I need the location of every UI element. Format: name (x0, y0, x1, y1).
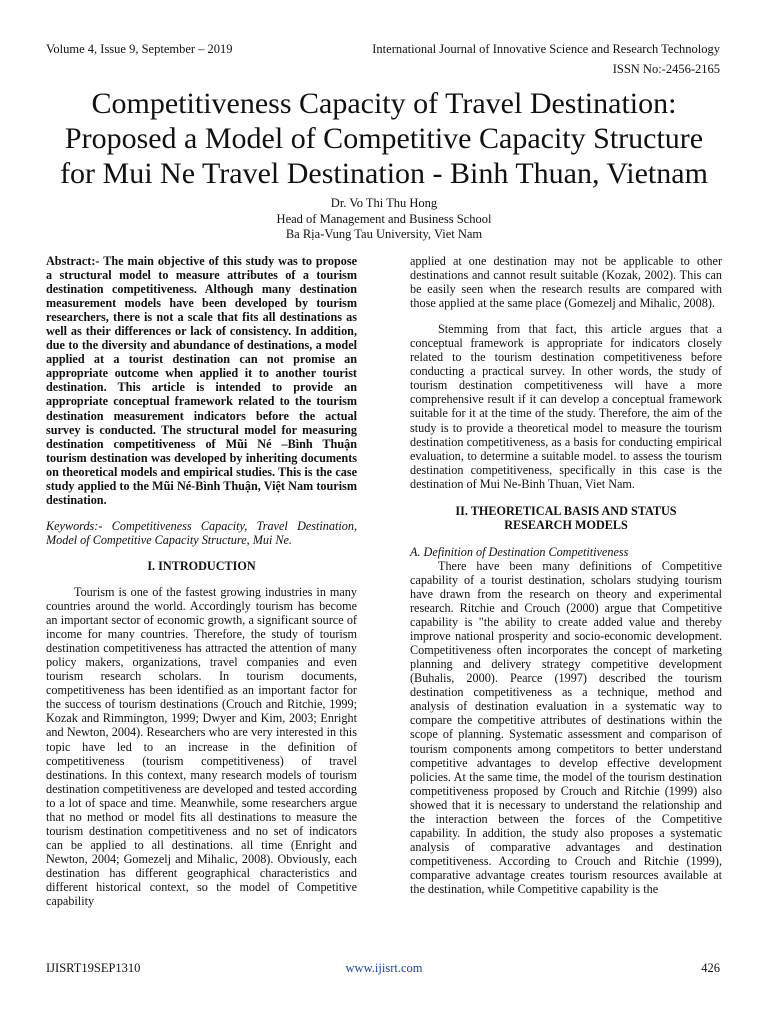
paper-title (30, 86, 738, 191)
left-column (46, 254, 357, 908)
introduction-paragraph: Tourism is one of the fastest growing industries in many countries around the world. Accordingly tourism has become an important sector of economic growth, a significant source of income for many countries. Therefore, the study of tourism destination competitiveness has attracted the attention of many policy makers, organizations, travel companies and even tourism research scholars. In tourism documents, competitiveness has been identified as an important factor for the success of tourism destinations (Crouch and Ritchie, 1999; Kozak and Rimmington, 1999; Dwyer and Kim, 2003; Enright and Newton, 2004). Researchers who are very interested in this topic have led to an increase in the definition of competitiveness (tourism competitiveness) of travel destinations. In this context, many research models of tourism destination competitiveness are developed and tested according to a lot of space and time. Meanwhile, some researchers argue that no method or model fits all destinations to measure the tourism destination competitiveness and no set of indicators can be applied to all destinations. all time (Enright and Newton, 2004; Gomezelj and Mihalic, 2008). Obviously, each destination has different geographical characteristics and different historical context, so the model of Competitive capability (46, 584, 357, 909)
section-heading-introduction: I. INTRODUCTION (147, 558, 256, 573)
page-number: 426 (701, 961, 720, 975)
definition-paragraph: There have been many definitions of Competitive capability of a tourist destination, scholars studying tourism have drawn from the research on theory and experimental research. Ritchie and Crouch (2000) argue that Competitive capability is "the ability to create added value and thereby improve national prosperity and socio-economic development. Competitiveness often incorporates the concept of marketing planning and delivery strategy competitive development (Buhalis, 2000). Pearce (1997) described the tourism destination competitiveness as a technique, method and analysis of destination evaluation in a systematic way to compare the competitive attributes of destinations within the scope of planning. Systematic assessment and comparison of tourism components among competitors to better understand competitive advantages to develop effective development policies. At the same time, the model of the tourism destination competitiveness proposed by Crouch and Ritchie (1999) also showed that it is necessary to understand the relationship and the interaction between the forces of the Competitive capability. In addition, the study also proposes a systematic analysis of comparative advantages and destination competitiveness. According to Crouch and Ritchie (1999), comparative advantage creates tourism resources available at the destination, while Competitive capability is the (410, 558, 722, 896)
continued-paragraph: applied at one destination may not be applicable to other destinations and cannot result suitable (Kozak, 2002). This can be easily seen when the research results are compared with those applied at the same place (Gomezelj and Mihalic, 2008). (410, 254, 722, 311)
subsection-heading: A. Definition of Destination Competitiveness (410, 544, 629, 559)
paragraph-aim: Stemming from that fact, this article argues that a conceptual framework is appropriate for indicators closely related to the tourism destination competitiveness before conducting a practical survey. In other words, the study of tourism destination competitiveness will have a more comprehensive result if it can develop a conceptual framework suitable for it at the time of the study. Therefore, the aim of the study is to provide a theoretical model to measure the tourism destination competitiveness, as a basis for conducting empirical evaluation, to determine a suitable model. to assess the tourism destination competitiveness, specifically in this case is the destination of Mui Ne-Binh Thuan, Viet Nam. (410, 322, 722, 491)
journal-url-link[interactable]: www.ijisrt.com (345, 961, 423, 975)
title-line-1: Competitiveness Capacity of Travel Destination: (91, 87, 677, 120)
author-name: Dr. Vo Thi Thu Hong (330, 196, 438, 210)
journal-name: International Journal of Innovative Science and Research Technology (372, 42, 720, 56)
issn: ISSN No:-2456-2165 (612, 62, 720, 76)
keywords: Keywords:- Competitiveness Capacity, Travel Destination, Model of Competitive Capacity Structure, Mui Ne. (46, 518, 357, 547)
paper-code: IJISRT19SEP1310 (46, 961, 141, 975)
abstract: Abstract:- The main objective of this study was to propose a structural model to measure attributes of a tourism destination competitiveness. Although many destination measurement models have been developed by tourism researchers, there is not a scale that fits all destinations as well as their differences or lack of consistency. In addition, due to the diversity and abundance of destinations, a model applied at a tourist destination can not promise an appropriate outcome when applied it to another tourist destination. This article is intended to provide an appropriate conceptual framework related to the tourism destination measurement indicators before the actual survey is conducted. The structural model for measuring destination competitiveness of Mũi Né –Bình Thuận tourism destination was developed by inheriting documents on theoretical models and empirical studies. This is the case study applied to the Mũi Né-Bình Thuận, Việt Nam tourism destination. (46, 254, 357, 507)
author-affiliation: Ba Rịa-Vung Tau University, Viet Nam (285, 227, 483, 241)
section-heading-theory (410, 504, 722, 532)
volume-info: Volume 4, Issue 9, September – 2019 (46, 42, 233, 56)
title-line-2: Proposed a Model of Competitive Capacity Structure (64, 122, 704, 155)
section-heading-line-2: RESEARCH MODELS (504, 517, 628, 532)
section-heading-line-1: II. THEORETICAL BASIS AND STATUS (455, 503, 677, 518)
right-column (410, 254, 722, 896)
title-line-3: for Mui Ne Travel Destination - Binh Thuan, Vietnam (60, 157, 708, 190)
author-position: Head of Management and Business School (276, 211, 492, 226)
author-block (0, 196, 768, 243)
